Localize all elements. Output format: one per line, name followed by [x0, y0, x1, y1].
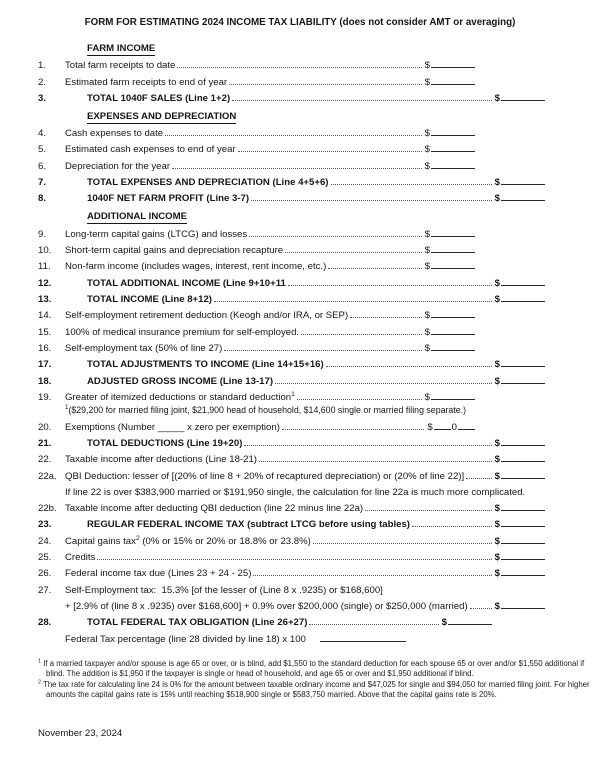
form-line-15 [38, 325, 600, 338]
line-label: Exemptions (Number _____ x zero per exemption) [65, 421, 280, 433]
form-section [38, 210, 600, 224]
dotted-leader [224, 342, 421, 351]
line-label: Federal income tax due (Lines 23 + 24 - 25) [65, 568, 252, 580]
form-line-21 [38, 437, 600, 450]
form-title: FORM FOR ESTIMATING 2024 INCOME TAX LIABILITY (does not consider AMT or averaging) [84, 17, 516, 28]
dotted-leader [466, 469, 491, 478]
form-line-18 [38, 374, 600, 387]
form-line-22 [38, 453, 600, 466]
amount-field [425, 127, 475, 140]
dollar-sign: $ [494, 375, 500, 387]
line-number: 25. [38, 552, 52, 564]
dotted-leader [297, 391, 422, 400]
footnote-marker: 2 [38, 678, 42, 685]
dollar-sign: $ [424, 310, 430, 322]
form-line-25 [38, 551, 600, 564]
dotted-leader [288, 276, 492, 285]
footnote: $^1$ If a married taxpayer and/or spouse is age 65 or over, or is blind, add $1,550 to the standard deduction for each spouse 65 or over and/or $1,550 additional if blind. The addition is $1,950 if the taxpayer is single or head of household, and age 65 or over and $1,950 additional if blind. [38, 657, 585, 678]
form-section [38, 110, 600, 124]
dollar-sign: $ [494, 454, 500, 466]
amount-field [425, 59, 475, 72]
form-line-16 [38, 342, 600, 355]
dotted-leader [365, 502, 492, 511]
dotted-leader [412, 518, 492, 527]
dollar-sign: $ [424, 160, 430, 172]
amount-field [427, 421, 475, 434]
amount-field [425, 342, 475, 355]
section-heading: EXPENSES AND DEPRECIATION [87, 110, 237, 122]
amount-field [425, 160, 475, 173]
amount-field [495, 535, 545, 548]
dotted-leader [232, 92, 492, 101]
dotted-leader [214, 293, 492, 302]
amount-blank [501, 437, 545, 446]
amount-field [425, 391, 475, 404]
amount-field [495, 551, 545, 564]
footnote-marker: 2 [135, 534, 140, 542]
amount-blank [431, 76, 475, 85]
line-label: TOTAL ADJUSTMENTS TO INCOME (Line 14+15+16) [87, 359, 324, 371]
dotted-leader [244, 437, 491, 446]
dollar-sign: $ [424, 60, 430, 72]
amount-field [425, 260, 475, 273]
dotted-leader [326, 358, 492, 367]
dollar-sign: $ [441, 617, 447, 629]
dollar-sign: $ [494, 600, 500, 612]
line-number: 22b. [38, 503, 57, 515]
line-number: 14. [38, 310, 52, 322]
form-line-11 [38, 260, 600, 273]
line-number: 2. [38, 76, 47, 88]
dollar-sign: $ [494, 503, 500, 515]
dollar-sign: $ [424, 144, 430, 156]
amount-blank [501, 277, 545, 286]
amount-field [495, 176, 545, 189]
line-number: 10. [38, 244, 52, 256]
amount-blank [431, 228, 475, 237]
amount-blank [501, 551, 545, 560]
amount-field [425, 244, 475, 257]
dollar-sign: $ [494, 277, 500, 289]
line-label: REGULAR FEDERAL INCOME TAX (subtract LTCG before using tables) [87, 519, 411, 531]
amount-field [495, 453, 545, 466]
form-line-9 [38, 227, 600, 240]
line-number: 9. [38, 228, 47, 240]
dotted-leader [331, 176, 492, 185]
form-line-5 [38, 143, 600, 156]
amount-blank [501, 535, 545, 544]
form-note-line-22a [38, 486, 600, 499]
line-label: Cash expenses to date [65, 128, 164, 139]
dotted-leader [350, 309, 422, 318]
line-number: 11. [38, 261, 51, 273]
form-line-12 [38, 276, 600, 289]
dollar-sign: $ [494, 177, 500, 189]
amount-field [495, 358, 545, 371]
amount-blank [501, 502, 545, 511]
dotted-leader [301, 325, 422, 334]
amount-field [495, 192, 545, 205]
dotted-leader [275, 374, 492, 383]
amount-blank [431, 342, 475, 351]
amount-blank [501, 470, 545, 479]
line-number: 5. [38, 144, 47, 156]
line-number: 22. [38, 454, 52, 466]
dollar-sign: $ [494, 568, 500, 580]
line-label: Short-term capital gains and depreciation recapture [65, 244, 284, 256]
dotted-leader [229, 75, 422, 84]
dotted-leader [282, 420, 424, 429]
line-label: Self-Employment tax: 15.3% [of the lesser of (Line 8 x .9235) or $168,600] [65, 584, 383, 596]
amount-field [495, 470, 545, 483]
amount-blank [501, 568, 545, 577]
line-label: TOTAL INCOME (Line 8+12) [87, 293, 213, 305]
line-number: 15. [38, 326, 52, 338]
dollar-sign: $ [494, 437, 500, 449]
line-label: Non-farm income (includes wages, interest, rent income, etc.) [65, 261, 327, 273]
line-number: 8. [38, 193, 47, 205]
dollar-sign: $ [494, 519, 500, 531]
line-label: TOTAL EXPENSES AND DEPRECIATION (Line 4+5+6) [87, 177, 329, 189]
dotted-leader [97, 551, 491, 560]
dollar-sign: $ [427, 421, 433, 433]
amount-blank [431, 59, 475, 68]
dotted-leader [253, 567, 491, 576]
dollar-sign: $ [424, 128, 430, 139]
footnote-marker: 1 [65, 404, 69, 412]
amount-field [495, 518, 545, 531]
dotted-leader [328, 260, 421, 269]
footnote-marker: 1 [38, 657, 42, 664]
amount-blank [431, 391, 475, 400]
line-label: ADJUSTED GROSS INCOME (Line 13-17) [87, 375, 274, 387]
line-label: If line 22 is over $383,900 married or $191,950 single, the calculation for line 22a is much more complicated. [65, 486, 526, 498]
form-line-19 [38, 391, 600, 404]
document-date: November 23, 2024 [38, 727, 123, 739]
amount-blank [431, 244, 475, 253]
form-rows [0, 42, 600, 646]
dotted-leader [251, 192, 492, 201]
line-number: 7. [38, 177, 47, 189]
amount-field [425, 309, 475, 322]
dollar-sign: $ [494, 359, 500, 371]
footnotes [38, 659, 590, 700]
amount-value: 0 [451, 421, 457, 433]
line-number: 26. [38, 568, 52, 580]
dotted-leader [172, 160, 422, 169]
line-number: 3. [38, 92, 47, 104]
line-number: 4. [38, 128, 47, 139]
amount-field [495, 567, 545, 580]
dollar-sign: $ [424, 244, 430, 256]
amount-field [425, 76, 475, 89]
line-number: 19. [38, 391, 52, 403]
form-line-28 [38, 616, 600, 629]
line-label: Capital gains tax$^2$ (0% or 15% or 20% or 18.8% or 23.8%) [65, 534, 311, 547]
dotted-leader [470, 600, 492, 609]
amount-blank [501, 176, 545, 185]
line-label: $^1$($29,200 for married filing joint, $21,900 head of household, $14,600 single or married filing separate.) [65, 404, 467, 416]
line-number: 20. [38, 421, 52, 433]
line-number: 24. [38, 535, 52, 547]
amount-blank [431, 144, 475, 153]
line-label: TOTAL ADDITIONAL INCOME (Line 9+10+11 [87, 277, 286, 289]
line-number: 22a. [38, 470, 57, 482]
dollar-sign: $ [494, 193, 500, 205]
line-label: Federal Tax percentage (line 28 divided by line 18) x 100 [65, 633, 306, 645]
form-line-22a [38, 469, 600, 482]
amount-blank [501, 519, 545, 528]
amount-field [495, 502, 545, 515]
line-number: 12. [38, 277, 52, 289]
line-number: 18. [38, 375, 52, 387]
form-line-2 [38, 75, 600, 88]
amount-blank [434, 421, 451, 430]
amount-blank [431, 127, 475, 136]
amount-blank [431, 310, 475, 319]
line-label: Greater of itemized deductions or standard deduction$^1$ [65, 390, 295, 403]
line-label: + [2.9% of (line 8 x .9235) over $168,600] + 0.9% over $200,000 (single) or $250,000 (married) [65, 600, 468, 612]
dotted-leader [177, 59, 421, 68]
footnote: $^2$ The tax rate for calculating line 24 is 0% for the amount between taxable ordinary income and $47,025 for single and $94,050 for married filing joint. For higher amounts the capital gains rate is 15% until reaching $518,900 single or $583,750 married. Above that the capital gains rate is 20%. [38, 678, 590, 699]
line-number: 6. [38, 160, 47, 172]
amount-blank [431, 326, 475, 335]
form-line-24 [38, 535, 600, 548]
form-line-23 [38, 518, 600, 531]
line-label: Estimated farm receipts to end of year [65, 76, 228, 88]
form-line-14 [38, 309, 600, 322]
form-line-8 [38, 192, 600, 205]
dollar-sign: $ [424, 228, 430, 240]
line-number: 23. [38, 519, 52, 531]
amount-field [495, 277, 545, 290]
dollar-sign: $ [424, 391, 430, 403]
amount-blank [431, 261, 475, 270]
dollar-sign: $ [424, 261, 430, 273]
line-label: Taxable income after deductions (Line 18-21) [65, 454, 257, 466]
amount-field [495, 437, 545, 450]
dollar-sign: $ [494, 552, 500, 564]
amount-blank [501, 454, 545, 463]
form-line-3 [38, 92, 600, 105]
amount-blank [458, 421, 475, 430]
form-line-federal-tax-percentage [38, 633, 600, 646]
line-label: Total farm receipts to date [65, 60, 176, 72]
dotted-leader [309, 616, 438, 625]
amount-blank [431, 160, 475, 169]
line-label: TOTAL 1040F SALES (Line 1+2) [87, 92, 231, 104]
line-label: Estimated cash expenses to end of year [65, 144, 236, 156]
line-number: 21. [38, 437, 52, 449]
line-label: Self-employment tax (50% of line 27) [65, 342, 223, 354]
dollar-sign: $ [494, 535, 500, 547]
dollar-sign: $ [424, 326, 430, 338]
dollar-sign: $ [424, 76, 430, 88]
dotted-leader [313, 535, 492, 544]
form-section [38, 42, 600, 56]
line-label: TOTAL FEDERAL TAX OBLIGATION (Line 26+27) [87, 617, 308, 629]
footnote-marker: 1 [291, 390, 295, 398]
dollar-sign: $ [494, 92, 500, 104]
line-number: 16. [38, 342, 52, 354]
form-line-27 [38, 584, 600, 597]
line-label: TOTAL DEDUCTIONS (Line 19+20) [87, 437, 243, 449]
amount-blank [501, 359, 545, 368]
dotted-leader [259, 453, 492, 462]
line-label: Depreciation for the year [65, 160, 171, 172]
amount-field [425, 228, 475, 241]
amount-field [442, 616, 492, 629]
line-label: QBI Deduction: lesser of [(20% of line 8 + 20% of recaptured depreciation) or (20% of line 22)] [65, 470, 465, 482]
amount-field [495, 293, 545, 306]
amount-field [425, 143, 475, 156]
fill-in-blank [320, 633, 406, 642]
amount-field [495, 600, 545, 613]
line-label: Self-employment retirement deduction (Keogh and/or IRA, or SEP) [65, 310, 349, 322]
form-subnote [38, 404, 600, 417]
form-line-13 [38, 293, 600, 306]
amount-blank [501, 92, 545, 101]
amount-blank [448, 617, 492, 626]
line-number: 27. [38, 584, 52, 596]
line-label: 100% of medical insurance premium for self-employed. [65, 326, 300, 338]
amount-field [425, 326, 475, 339]
form-line-26 [38, 567, 600, 580]
dotted-leader [285, 244, 422, 253]
line-number: 28. [38, 617, 52, 629]
amount-field [495, 92, 545, 105]
form-line-20 [38, 420, 600, 433]
line-label: Credits [65, 552, 96, 564]
section-heading: ADDITIONAL INCOME [87, 211, 188, 223]
line-label: Long-term capital gains (LTCG) and losses [65, 228, 248, 240]
dotted-leader [238, 143, 422, 152]
amount-blank [501, 293, 545, 302]
line-number: 1. [38, 60, 47, 72]
dotted-leader [249, 227, 421, 236]
form-line-22b [38, 502, 600, 515]
amount-blank [501, 375, 545, 384]
line-label: Taxable income after deducting QBI deduction (line 22 minus line 22a) [65, 503, 364, 515]
dollar-sign: $ [494, 470, 500, 482]
form-line-17 [38, 358, 600, 371]
form-line-6 [38, 160, 600, 173]
dotted-leader [165, 127, 422, 136]
line-number: 13. [38, 293, 52, 305]
form-line-10 [38, 244, 600, 257]
amount-field [495, 375, 545, 388]
amount-blank [501, 600, 545, 609]
form-line-27-continued [38, 600, 600, 613]
dollar-sign: $ [424, 342, 430, 354]
section-heading: FARM INCOME [87, 43, 156, 54]
dollar-sign: $ [494, 293, 500, 305]
line-number: 17. [38, 359, 52, 371]
line-label: 1040F NET FARM PROFIT (Line 3-7) [87, 193, 250, 205]
form-line-7 [38, 176, 600, 189]
form-line-1 [38, 59, 600, 72]
amount-blank [501, 193, 545, 202]
form-line-4 [38, 127, 600, 140]
